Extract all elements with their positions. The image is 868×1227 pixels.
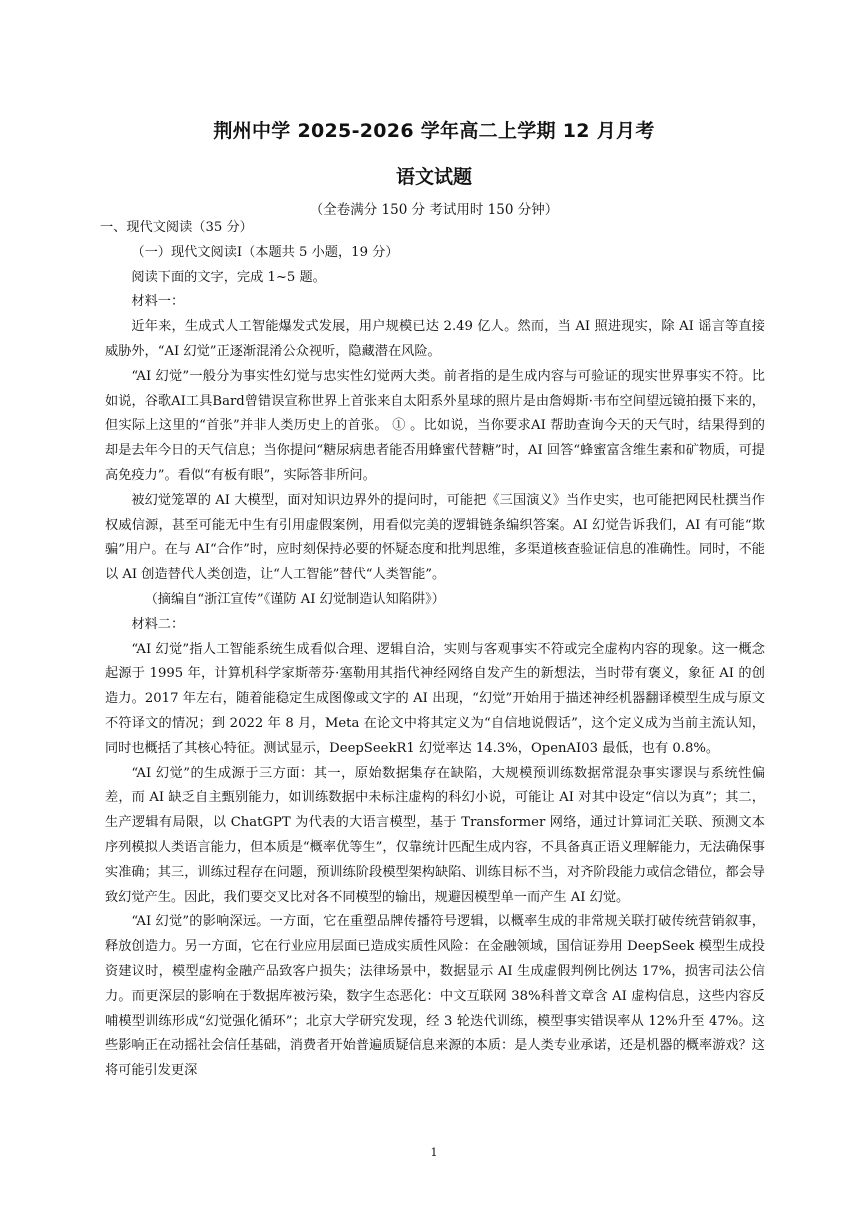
material-label: 材料一： [131, 294, 185, 310]
page-number: 1 [430, 1146, 438, 1159]
paragraph: “AI 幻觉”一般分为事实性幻觉与忠实性幻觉两大类。前者指的是生成内容与可验证的现实世界事实不符。比如说，谷歌AI工具Bard曾错误宣称世界上首张来自太阳系外星球的照片是由詹姆斯·韦布空间望远镜拍摄下来的，但实际上这里的“首张”并非人类历史上的首张。 ① 。比如说，当你要求AI 帮助查询今天的天气时，结果得到的却是去年今日的天气信息；当你提问“糖尿病患者能否用蜂蜜代替糖”时，AI 回答“蜂蜜富含维生素和矿物质，可提高免疫力”。看似“有板有眼”，实际答非所问。 [105, 368, 765, 483]
paragraph: “AI 幻觉”指人工智能系统生成看似合理、逻辑自洽，实则与客观事实不符或完全虚构内容的现象。这一概念起源于 1995 年，计算机科学家斯蒂芬·塞勒用其指代神经网络自发产生的新想法，当时带有褒义，象征 AI 的创造力。2017 年左右，随着能稳定生成图像或文字的 AI 出现，“幻觉”开始用于描述神经机器翻译模型生成与原文不符译文的情况；到 2022 年 8 月，Meta 在论文中将其定义为“自信地说假话”，这个定义成为当前主流认知，同时也概括了其核心特征。测试显示，DeepSeekR1 幻觉率达 14.3%，OpenAI03 最低，也有 0.8%。 [105, 641, 765, 756]
exam-info: （全卷满分 150 分 考试用时 150 分钟） [309, 202, 559, 218]
paragraph: “AI 幻觉”的影响深远。一方面，它在重塑品牌传播符号逻辑，以概率生成的非常规关联打破传统营销叙事，释放创造力。另一方面，它在行业应用层面已造成实质性风险：在金融领域，国信证券用 DeepSeek 模型生成投资建议时，模型虚构金融产品致客户损失；法律场景中，数据显示 AI 生成虚假判例比例达 17%，损害司法公信力。而更深层的影响在于数据库被污染，数字生态恶化：中文互联网 38%科普文章含 AI 虚构信息，这些内容反哺模型训练形成“幻觉强化循环”；北京大学研究发现，经 3 轮迭代训练，模型事实错误率从 12%升至 47%。这些影响正在动摇社会信任基础，消费者开始普遍质疑信息来源的本质：是人类专业承诺，还是机器的概率游戏？这将可能引发更深 [105, 914, 765, 1079]
source-citation: （摘编自“浙江宣传”《谨防 AI 幻觉制造认知陷阱》） [144, 591, 445, 607]
section-heading: 一、现代文阅读（35 分） [100, 220, 253, 235]
instruction-text: 阅读下面的文字，完成 1~5 题。 [131, 269, 326, 285]
paragraph: “AI 幻觉”的生成源于三方面：其一，原始数据集存在缺陷，大规模预训练数据常混杂事实谬误与系统性偏差，而 AI 缺乏自主甄别能力，如训练数据中未标注虚构的科幻小说，可能让 AI 对其中设定“信以为真”；其二，生产逻辑有局限，以 ChatGPT 为代表的大语言模型，基于 Transformer 网络，通过计算词汇关联、预测文本序列模拟人类语言能力，但本质是“概率优等生”，仅靠统计匹配生成内容，不具备真正语义理解能力，无法确保事实准确；其三，训练过程存在问题，预训练阶段模型架构缺陷、训练目标不当，对齐阶段能力或信念错位，都会导致幻觉产生。因此，我们要交叉比对各不同模型的输出，规避因模型单一而产生 AI 幻觉。 [105, 765, 765, 905]
exam-title: 荆州中学 2025-2026 学年高二上学期 12 月月考 [213, 120, 655, 142]
document-body [100, 216, 765, 1084]
material-label: 材料二： [131, 616, 185, 632]
sub-section-heading: （一）现代文阅读Ⅰ（本题共 5 小题，19 分） [131, 244, 399, 260]
paragraph: 被幻觉笼罩的 AI 大模型，面对知识边界外的提问时，可能把《三国演义》当作史实，也可能把网民杜撰当作权威信源，甚至可能无中生有引用虚假案例，用看似完美的逻辑链条编织答案。AI 幻觉告诉我们，AI 有可能“欺骗”用户。在与 AI“合作”时，应时刻保持必要的怀疑态度和批判思维，多渠道核查验证信息的准确性。同时，不能以 AI 创造替代人类创造，让“人工智能”替代“人类智能”。 [105, 492, 765, 583]
paragraph: 近年来，生成式人工智能爆发式发展，用户规模已达 2.49 亿人。然而，当 AI 照进现实，除 AI 谣言等直接威胁外，“AI 幻觉”正逐渐混淆公众视听，隐藏潜在风险。 [105, 319, 765, 359]
exam-subtitle: 语文试题 [395, 166, 472, 188]
